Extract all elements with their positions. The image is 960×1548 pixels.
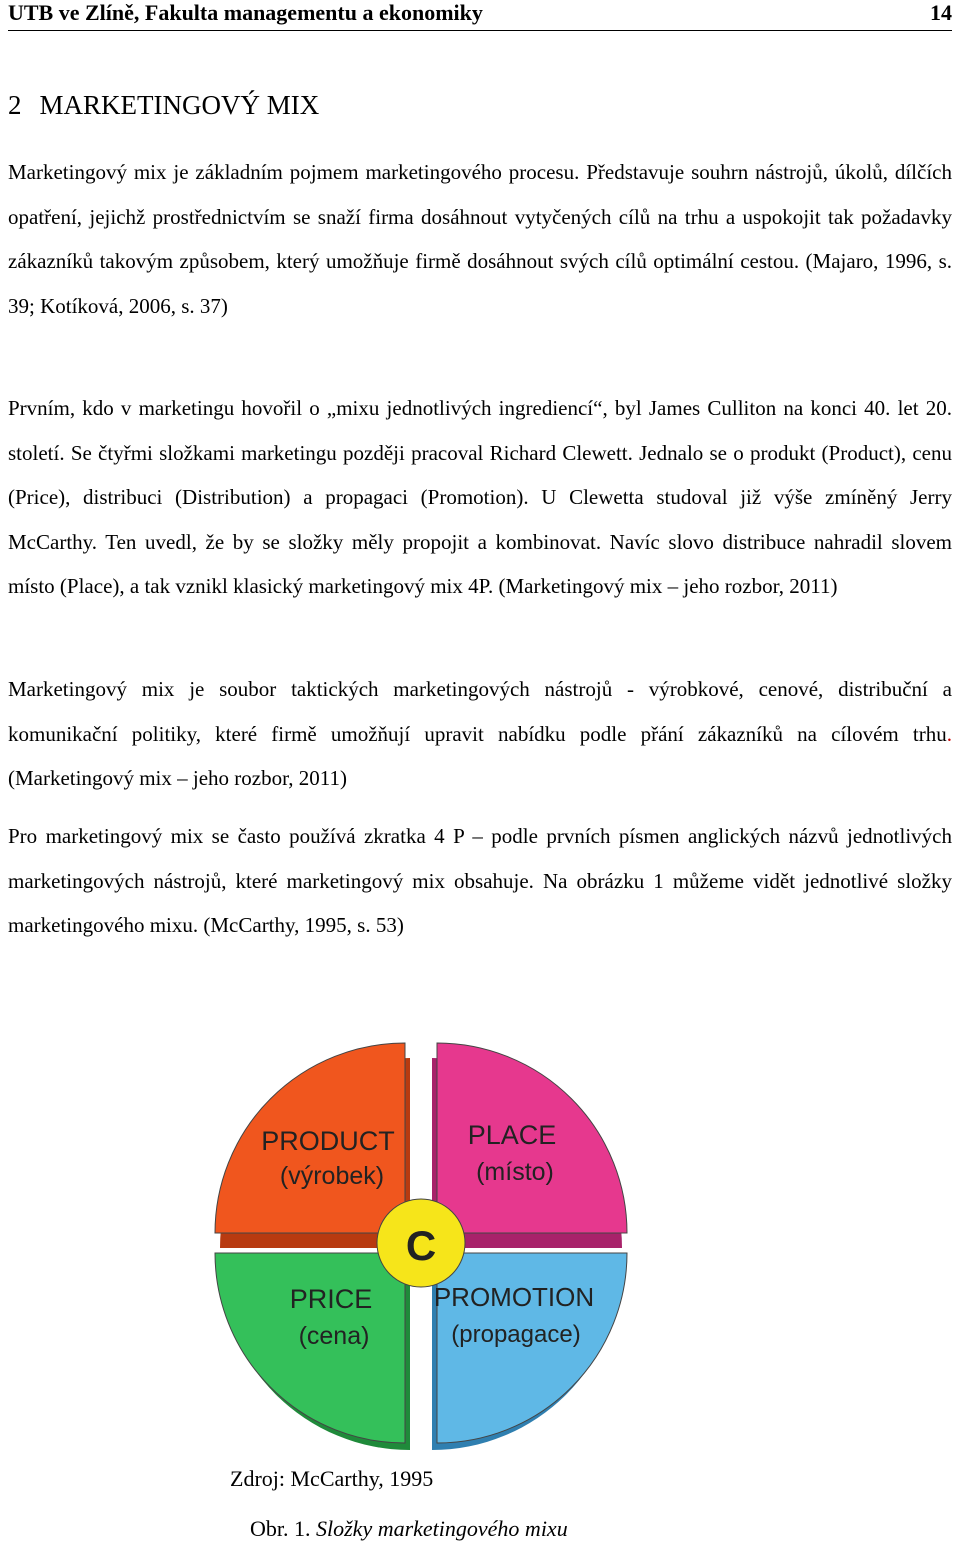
figure-source: Zdroj: McCarthy, 1995 xyxy=(230,1466,434,1491)
marketing-mix-diagram xyxy=(210,988,670,1458)
figure-caption-title: Složky marketingového mixu xyxy=(316,1516,568,1541)
section-title: MARKETINGOVÝ MIX xyxy=(39,90,320,120)
figure-caption xyxy=(250,1516,568,1542)
paragraph-3-citation: (Marketingový mix – jeho rozbor, 2011) xyxy=(8,766,347,790)
place-label: PLACE xyxy=(467,1120,557,1150)
page-header xyxy=(8,0,952,31)
center-label: C xyxy=(405,1222,437,1269)
place-sublabel: (místo) xyxy=(476,1158,554,1186)
price-label: PRICE xyxy=(289,1284,373,1314)
section-heading xyxy=(8,90,319,121)
product-label: PRODUCT xyxy=(261,1126,395,1156)
paragraph-4: Pro marketingový mix se často používá zkratka 4 P – podle prvních písmen anglických názvů jednotlivých marketingových nástrojů, které marketingový mix obsahuje. Na obrázku 1 můžeme vidět jednotlivé složky marketingového mixu. (McCarthy, 1995, s. 53) xyxy=(8,824,952,937)
paragraph-3-text: Marketingový mix je soubor taktických marketingových nástrojů - výrobkové, cenové, distribuční a komunikační politiky, které firmě umožňují upravit nabídku podle přání zákazníků na cílovém trhu xyxy=(8,677,952,746)
page-number: 14 xyxy=(930,0,952,25)
promotion-label: PROMOTION xyxy=(433,1282,595,1312)
product-sublabel: (výrobek) xyxy=(279,1162,385,1190)
paragraph-2: Prvním, kdo v marketingu hovořil o „mixu jednotlivých ingrediencí“, byl James Culliton na konci 40. let 20. století. Se čtyřmi složkami marketingu později pracoval Richard Clewett. Jednalo se o produkt (Product), cenu (Price), distribuci (Distribution) a propagaci (Promotion). U Clewetta studoval již výše zmíněný Jerry McCarthy. Ten uvedl, že by se složky měly propojit a kombinovat. Navíc slovo distribuce nahradil slovem místo (Place), a tak vznikl klasický marketingový mix 4P. (Marketingový mix – jeho rozbor, 2011) xyxy=(8,396,952,598)
paragraph-1: Marketingový mix je základním pojmem marketingového procesu. Představuje souhrn nástrojů, úkolů, dílčích opatření, jejichž prostřednictvím se snaží firma dosáhnout vytyčených cílů na trhu a uspokojit tak požadavky zákazníků takovým způsobem, který umožňuje firmě dosáhnout svých cílů optimální cestou. (Majaro, 1996, s. 39; Kotíková, 2006, s. 37) xyxy=(8,160,952,318)
price-sublabel: (cena) xyxy=(298,1322,370,1350)
figure-caption-prefix: Obr. 1. xyxy=(250,1516,316,1541)
promotion-sublabel: (propagace) xyxy=(451,1321,581,1348)
section-number: 2 xyxy=(8,90,22,120)
header-title: UTB ve Zlíně, Fakulta managementu a ekonomiky xyxy=(8,0,483,25)
paragraph-3 xyxy=(8,667,952,801)
paragraph-3-dot: . xyxy=(946,721,952,746)
marketing-mix-figure xyxy=(210,988,670,1458)
